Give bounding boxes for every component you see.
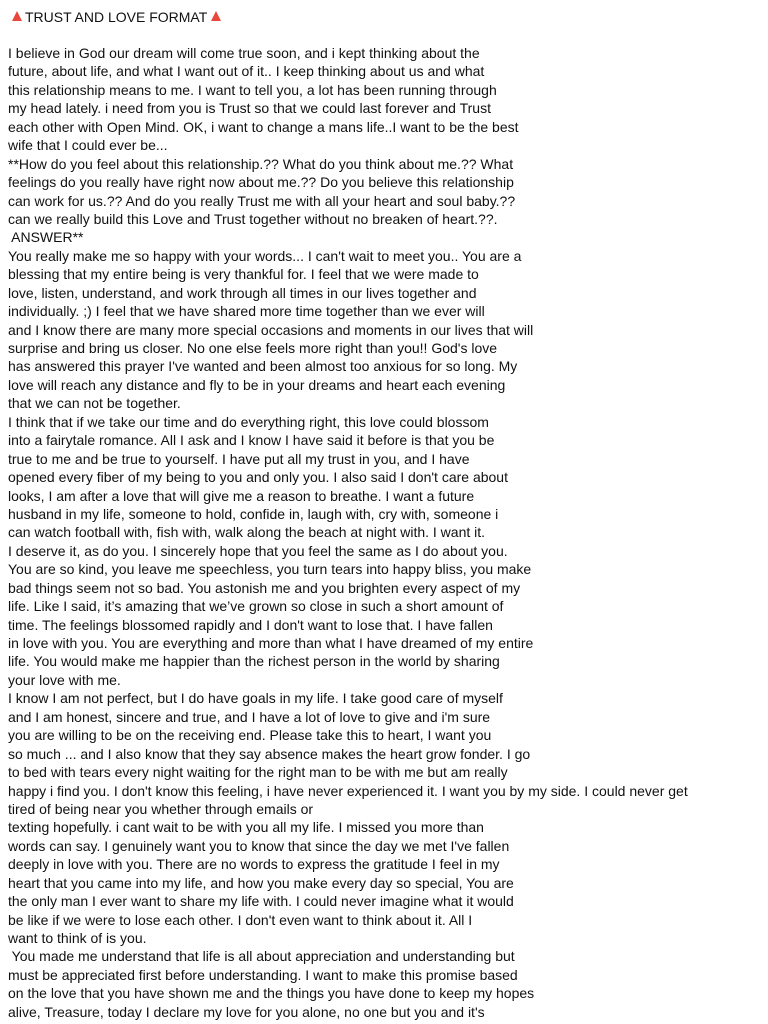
text-line: You really make me so happy with your words... I can't wait to meet you.. You are a <box>8 247 522 264</box>
text-line: deeply in love with you. There are no words to express the gratitude I feel in my <box>8 856 500 873</box>
text-line: I deserve it, as do you. I sincerely hope that you feel the same as I do about you. <box>8 542 508 559</box>
text-line: you are willing to be on the receiving end. Please take this to heart, I want you <box>8 727 492 744</box>
text-line: I think that if we take our time and do everything right, this love could blossom <box>8 413 489 430</box>
text-line: tired of being near you whether through emails or <box>8 800 314 817</box>
text-line: time. The feelings blossomed rapidly and I don't want to lose that. I have fallen <box>8 616 493 633</box>
document <box>8 8 764 1021</box>
text-line: life. Like I said, it’s amazing that we’ve grown so close in such a short amount of <box>8 598 504 615</box>
text-line: texting hopefully. i cant wait to be with you all my life. I missed you more than <box>8 819 484 836</box>
text-line: alive, Treasure, today I declare my love for you alone, no one but you and it's <box>8 1003 485 1020</box>
text-line: true to me and be true to yourself. I have put all my trust in you, and I have <box>8 450 470 467</box>
text-line: feelings do you really have right now about me.?? Do you believe this relationship <box>8 174 514 191</box>
text-line: to bed with tears every night waiting for the right man to be with me but am really <box>8 764 508 781</box>
text-line: can we really build this Love and Trust together without no breaken of heart.??. <box>8 210 498 227</box>
text-line: bad things seem not so bad. You astonish me and you brighten every aspect of my <box>8 579 521 596</box>
text-line: must be appreciated first before understanding. I want to make this promise based <box>8 966 518 983</box>
text-line: You made me understand that life is all about appreciation and understanding but <box>8 948 515 965</box>
text-line: my head lately. i need from you is Trust so that we could last forever and Trust <box>8 100 491 117</box>
text-line: want to think of is you. <box>8 930 147 946</box>
text-line: words can say. I genuinely want you to know that since the day we met I've fallen <box>8 837 510 854</box>
text-line: has answered this prayer I've wanted and been almost too anxious for so long. My <box>8 358 518 375</box>
text-line: can watch football with, fish with, walk along the beach at night with. I want it. <box>8 524 486 541</box>
red-triangle-icon <box>12 11 22 21</box>
text-line: into a fairytale romance. All I ask and I know I have said it before is that you be <box>8 432 495 449</box>
document-title: TRUST AND LOVE FORMAT <box>25 9 208 25</box>
text-line: in love with you. You are everything and more than what I have dreamed of my entire <box>8 635 534 651</box>
text-line: this relationship means to me. I want to tell you, a lot has been running through <box>8 81 497 98</box>
text-line: husband in my life, someone to hold, confide in, laugh with, cry with, someone i <box>8 505 499 522</box>
document-title-row <box>8 8 764 26</box>
text-line: future, about life, and what I want out of it.. I keep thinking about us and what <box>8 63 485 80</box>
text-line: the only man I ever want to share my life with. I could never imagine what it would <box>8 893 514 910</box>
text-line: life. You would make me happier than the richest person in the world by sharing <box>8 653 500 670</box>
text-line: be like if we were to lose each other. I don't even want to think about it. All I <box>8 911 473 928</box>
text-line: your love with me. <box>8 671 121 688</box>
text-line: surprise and bring us closer. No one else feels more right than you!! God's love <box>8 340 498 356</box>
text-line: wife that I could ever be... <box>8 137 168 154</box>
text-line: that we can not be together. <box>8 395 181 412</box>
text-line: I believe in God our dream will come true soon, and i kept thinking about the <box>8 45 480 61</box>
text-line: ANSWER** <box>8 229 84 246</box>
red-triangle-icon <box>211 11 221 21</box>
text-line: each other with Open Mind. OK, i want to change a mans life..I want to be the best <box>8 118 519 135</box>
text-line: individually. ;) I feel that we have shared more time together than we ever will <box>8 303 485 320</box>
text-line: love will reach any distance and fly to be in your dreams and heart each evening <box>8 376 506 393</box>
text-line: opened every fiber of my being to you and only you. I also said I don't care about <box>8 469 508 486</box>
text-line: heart that you came into my life, and how you make every day so special, You are <box>8 874 514 891</box>
text-line: looks, I am after a love that will give me a reason to breathe. I want a future <box>8 487 475 504</box>
text-line: **How do you feel about this relationship.?? What do you think about me.?? What <box>8 155 514 172</box>
text-line: and I am honest, sincere and true, and I have a lot of love to give and i'm sure <box>8 708 491 725</box>
text-line: I know I am not perfect, but I do have goals in my life. I take good care of myself <box>8 690 503 707</box>
text-line: happy i find you. I don't know this feeling, i have never experienced it. I want you by my side. I could never get <box>8 782 688 799</box>
text-line: and I know there are many more special occasions and moments in our lives that will <box>8 321 534 338</box>
text-line: You are so kind, you leave me speechless, you turn tears into happy bliss, you make <box>8 561 532 578</box>
text-line: blessing that my entire being is very thankful for. I feel that we were made to <box>8 266 479 283</box>
text-line: so much ... and I also know that they say absence makes the heart grow fonder. I go <box>8 745 531 762</box>
text-line: love, listen, understand, and work through all times in our lives together and <box>8 284 477 301</box>
spacer <box>8 26 764 44</box>
text-line: on the love that you have shown me and the things you have done to keep my hopes <box>8 985 535 1002</box>
text-line: can work for us.?? And do you really Trust me with all your heart and soul baby.?? <box>8 192 516 209</box>
document-body <box>8 44 764 1021</box>
